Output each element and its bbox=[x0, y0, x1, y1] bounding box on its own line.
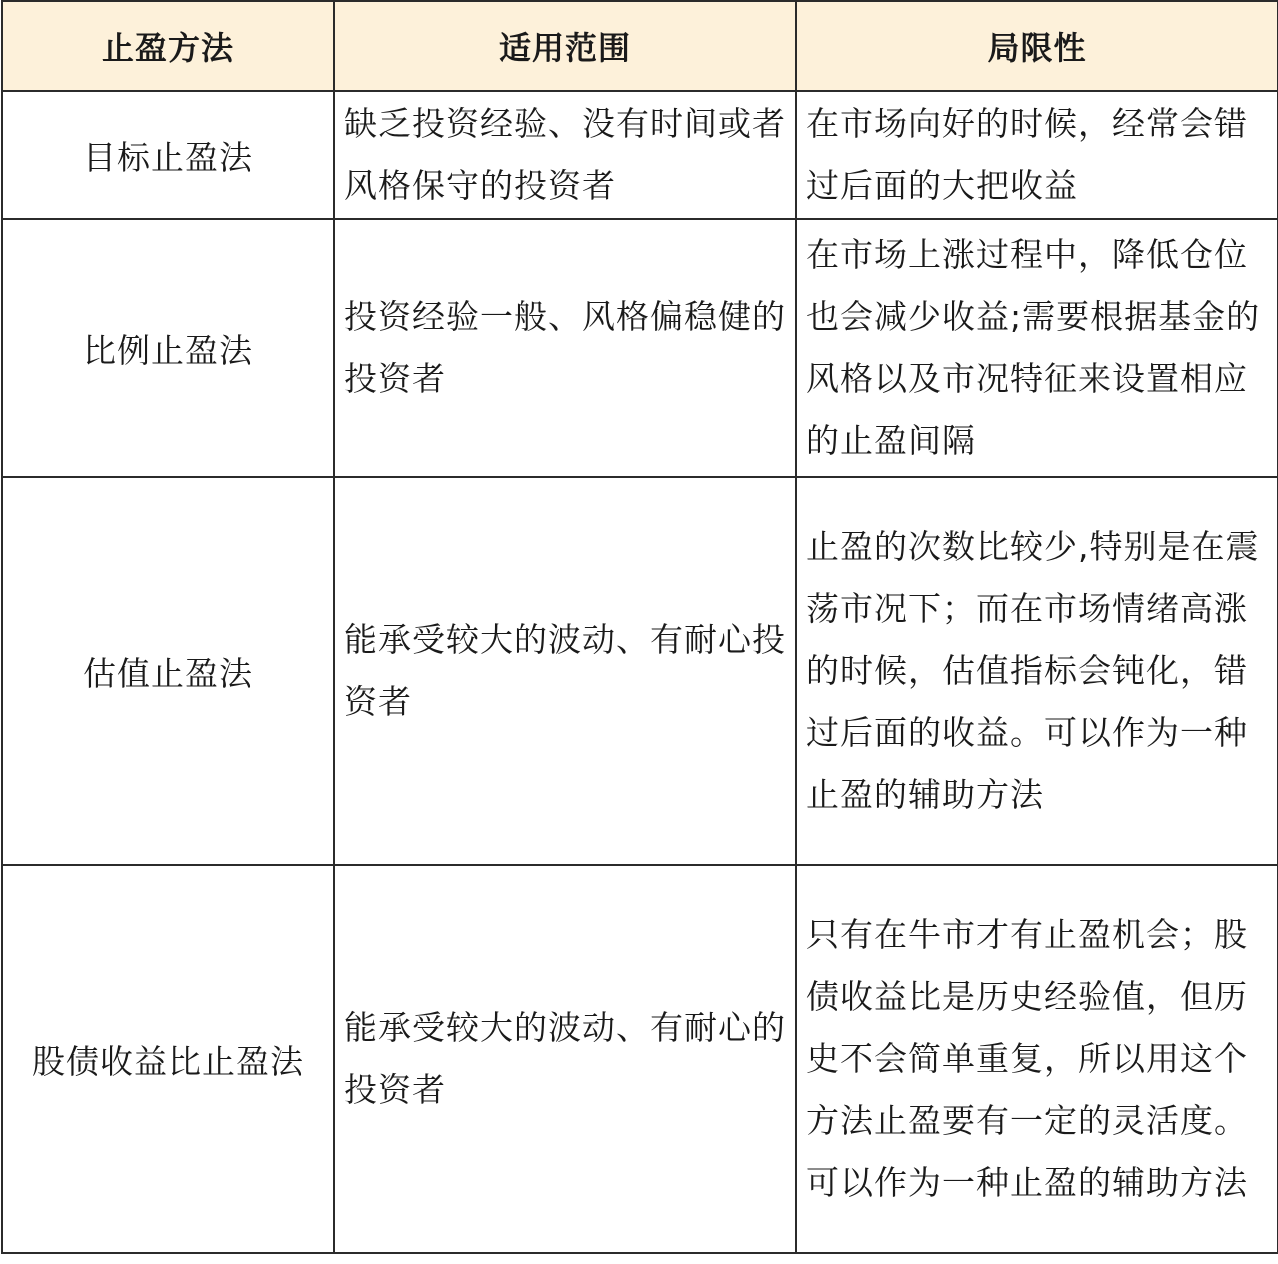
scope-cell: 投资经验一般、风格偏稳健的投资者 bbox=[334, 219, 796, 477]
scope-cell: 缺乏投资经验、没有时间或者风格保守的投资者 bbox=[334, 91, 796, 219]
limitation-cell: 止盈的次数比较少,特别是在震荡市况下；而在市场情绪高涨的时候，估值指标会钝化，错过后面的收益。可以作为一种止盈的辅助方法 bbox=[796, 477, 1278, 865]
method-cell: 目标止盈法 bbox=[2, 91, 334, 219]
header-row bbox=[2, 1, 1278, 91]
table-row bbox=[2, 91, 1278, 219]
table-row bbox=[2, 477, 1278, 865]
header-scope: 适用范围 bbox=[334, 1, 796, 91]
scope-cell: 能承受较大的波动、有耐心投资者 bbox=[334, 477, 796, 865]
scope-cell: 能承受较大的波动、有耐心的投资者 bbox=[334, 865, 796, 1253]
profit-taking-methods-table bbox=[1, 0, 1278, 1254]
limitation-cell: 在市场上涨过程中，降低仓位也会减少收益;需要根据基金的风格以及市况特征来设置相应的止盈间隔 bbox=[796, 219, 1278, 477]
method-cell: 股债收益比止盈法 bbox=[2, 865, 334, 1253]
method-cell: 估值止盈法 bbox=[2, 477, 334, 865]
header-limitation: 局限性 bbox=[796, 1, 1278, 91]
limitation-cell: 只有在牛市才有止盈机会；股债收益比是历史经验值，但历史不会简单重复，所以用这个方法止盈要有一定的灵活度。可以作为一种止盈的辅助方法 bbox=[796, 865, 1278, 1253]
header-method: 止盈方法 bbox=[2, 1, 334, 91]
table-row bbox=[2, 219, 1278, 477]
limitation-cell: 在市场向好的时候，经常会错过后面的大把收益 bbox=[796, 91, 1278, 219]
method-cell: 比例止盈法 bbox=[2, 219, 334, 477]
table-row bbox=[2, 865, 1278, 1253]
